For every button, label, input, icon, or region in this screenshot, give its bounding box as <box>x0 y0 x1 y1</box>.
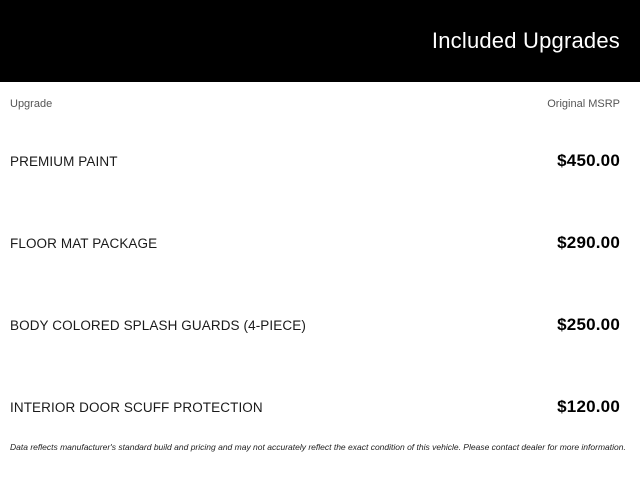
column-header-msrp: Original MSRP <box>547 98 620 110</box>
disclaimer-text: Data reflects manufacturer's standard build and pricing and may not accurately reflect the exact condition of this vehicle. Please contact dealer for more information. <box>10 442 626 452</box>
upgrade-name: FLOOR MAT PACKAGE <box>10 235 158 251</box>
table-row <box>0 284 640 366</box>
upgrade-price: $250.00 <box>557 315 620 334</box>
upgrade-name: PREMIUM PAINT <box>10 153 118 169</box>
page-header <box>0 0 640 82</box>
column-header-upgrade: Upgrade <box>10 98 53 110</box>
upgrade-price: $290.00 <box>557 233 620 252</box>
upgrade-price: $120.00 <box>557 397 620 416</box>
table-row <box>0 366 640 448</box>
table-row <box>0 202 640 284</box>
upgrade-price: $450.00 <box>557 151 620 170</box>
upgrade-name: BODY COLORED SPLASH GUARDS (4-PIECE) <box>10 317 306 333</box>
page-title: Included Upgrades <box>431 28 620 53</box>
upgrades-list <box>0 120 640 448</box>
table-header-row <box>0 82 640 120</box>
table-row <box>0 120 640 202</box>
upgrade-name: INTERIOR DOOR SCUFF PROTECTION <box>10 399 263 415</box>
